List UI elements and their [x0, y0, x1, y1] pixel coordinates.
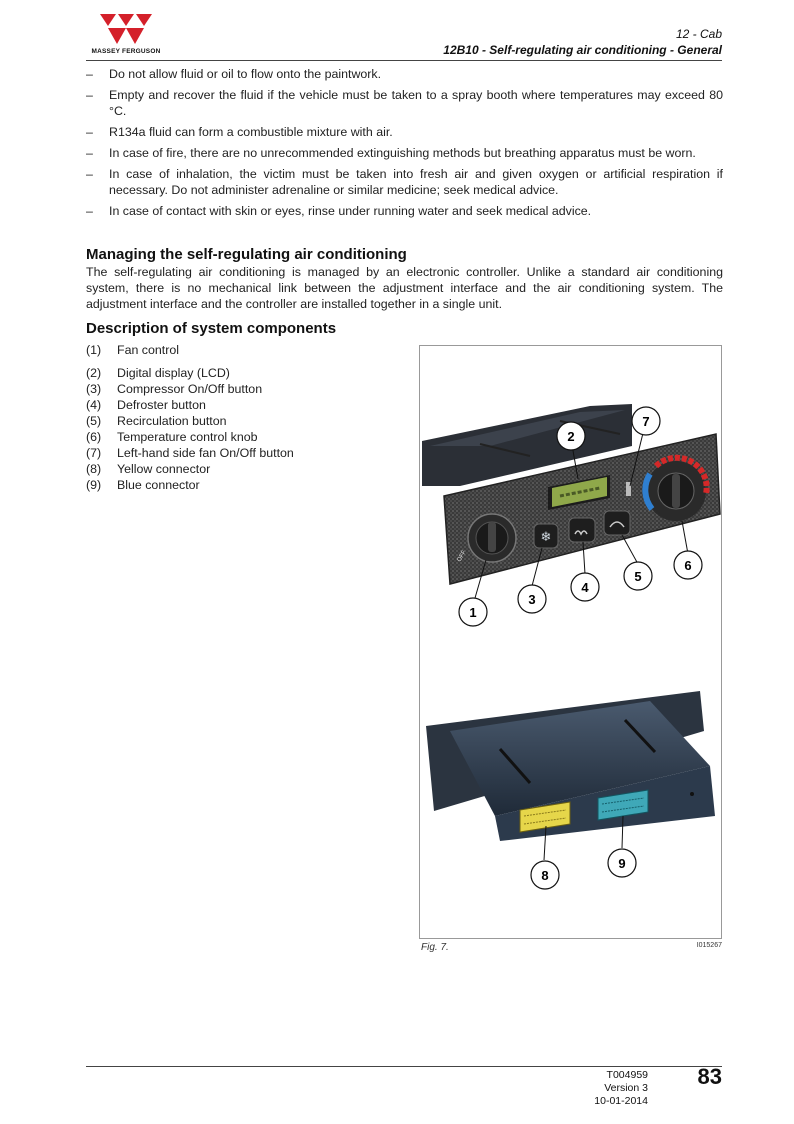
callout-3 [518, 585, 546, 613]
bullet-dash: – [86, 167, 93, 181]
callout-7 [632, 407, 660, 435]
component-label: Yellow connector [117, 462, 211, 476]
component-number: (9) [86, 478, 102, 492]
callout-8 [531, 861, 559, 889]
component-label: Fan control [117, 343, 179, 357]
figure-id: I015267 [696, 942, 722, 949]
bullet-text: In case of inhalation, the victim must be taken into fresh air and given oxygen or artificial respiration if necessary. Do not administer adrenaline or similar medicine; seek medical advice. [109, 167, 723, 197]
bullet-item [86, 203, 723, 219]
callout-6 [674, 551, 702, 579]
callout-label: 8 [541, 868, 549, 883]
figure-frame [419, 345, 722, 939]
footer-meta [594, 1069, 648, 1108]
bullet-text: In case of fire, there are no unrecommended extinguishing methods but breathing apparatus must be worn. [109, 146, 696, 160]
bullet-item [86, 145, 723, 161]
component-item [86, 461, 294, 477]
bullet-item [86, 66, 723, 82]
description-heading: Description of system components [86, 320, 337, 337]
component-item [86, 397, 294, 413]
component-list [86, 342, 294, 493]
footer-date: 10-01-2014 [594, 1095, 648, 1107]
bullet-text: Empty and recover the fluid if the vehicle must be taken to a spray booth where temperatures may exceed 80 °C. [109, 88, 723, 118]
managing-heading: Managing the self-regulating air conditioning [86, 246, 407, 263]
bullet-text: Do not allow fluid or oil to flow onto the paintwork. [109, 67, 382, 81]
component-item [86, 477, 294, 493]
svg-text:❄: ❄ [540, 530, 552, 545]
component-item [86, 413, 294, 429]
component-item [86, 365, 294, 381]
component-label: Temperature control knob [117, 430, 258, 444]
managing-paragraph: The self-regulating air conditioning is managed by an electronic controller. Unlike a standard air conditioning system, there is no mechanical link between the adjustment interface and the air conditioning system. The adjustment interface and the controller are installed together in a single unit. [86, 265, 723, 311]
page-number: 83 [697, 1064, 722, 1089]
callout-label: 5 [634, 569, 642, 584]
component-item [86, 342, 294, 358]
off-label: OFF [456, 549, 468, 563]
callout-4 [571, 573, 599, 601]
bullet-item [86, 87, 723, 119]
bullet-text: In case of contact with skin or eyes, rinse under running water and seek medical advice. [109, 204, 592, 218]
bullet-text: R134a fluid can form a combustible mixture with air. [109, 125, 393, 139]
footer-doc-number: T004959 [606, 1069, 648, 1081]
bullet-dash: – [86, 67, 93, 81]
component-label: Defroster button [117, 398, 206, 412]
figure-caption: Fig. 7. [421, 942, 449, 953]
component-number: (6) [86, 430, 102, 444]
recirculation-button [604, 511, 630, 535]
bullet-item [86, 166, 723, 198]
component-item [86, 381, 294, 397]
component-label: Digital display (LCD) [117, 366, 230, 380]
callout-5 [624, 562, 652, 590]
component-number: (4) [86, 398, 102, 412]
callout-1 [459, 598, 487, 626]
component-item [86, 429, 294, 445]
component-number: (5) [86, 414, 102, 428]
controller-unit [426, 691, 715, 841]
bullet-dash: – [86, 125, 93, 139]
component-number: (7) [86, 446, 102, 460]
callout-label: 6 [684, 558, 692, 573]
callout-2 [557, 422, 585, 450]
callout-9 [608, 849, 636, 877]
component-number: (2) [86, 366, 102, 380]
callout-label: 1 [469, 605, 477, 620]
component-number: (8) [86, 462, 102, 476]
component-label: Blue connector [117, 478, 200, 492]
component-label: Left-hand side fan On/Off button [117, 446, 294, 460]
bullet-dash: – [86, 146, 93, 160]
callout-label: 3 [528, 592, 536, 607]
header-title: 12B10 - Self-regulating air conditioning - General [443, 43, 722, 57]
component-item [86, 445, 294, 461]
header-divider [86, 60, 722, 61]
safety-bullet-list [86, 66, 723, 224]
component-number: (1) [86, 343, 102, 357]
callout-label: 7 [642, 414, 650, 429]
bullet-dash: – [86, 204, 93, 218]
triple-triangle-logo-icon [98, 12, 154, 46]
footer-divider [86, 1066, 722, 1067]
brand-name: MASSEY FERGUSON [91, 48, 161, 55]
defroster-button [569, 518, 595, 542]
component-label: Recirculation button [117, 414, 227, 428]
header-section: 12 - Cab [675, 27, 722, 41]
footer-version: Version 3 [604, 1082, 648, 1094]
air-conditioning-unit-illustration [420, 346, 721, 938]
component-number: (3) [86, 382, 102, 396]
callout-label: 4 [581, 580, 589, 595]
massey-ferguson-logo [86, 12, 166, 58]
compressor-button [534, 524, 558, 548]
bullet-item [86, 124, 723, 140]
callout-label: 9 [618, 856, 626, 871]
callout-label: 2 [567, 429, 575, 444]
bullet-dash: – [86, 88, 93, 102]
component-label: Compressor On/Off button [117, 382, 263, 396]
